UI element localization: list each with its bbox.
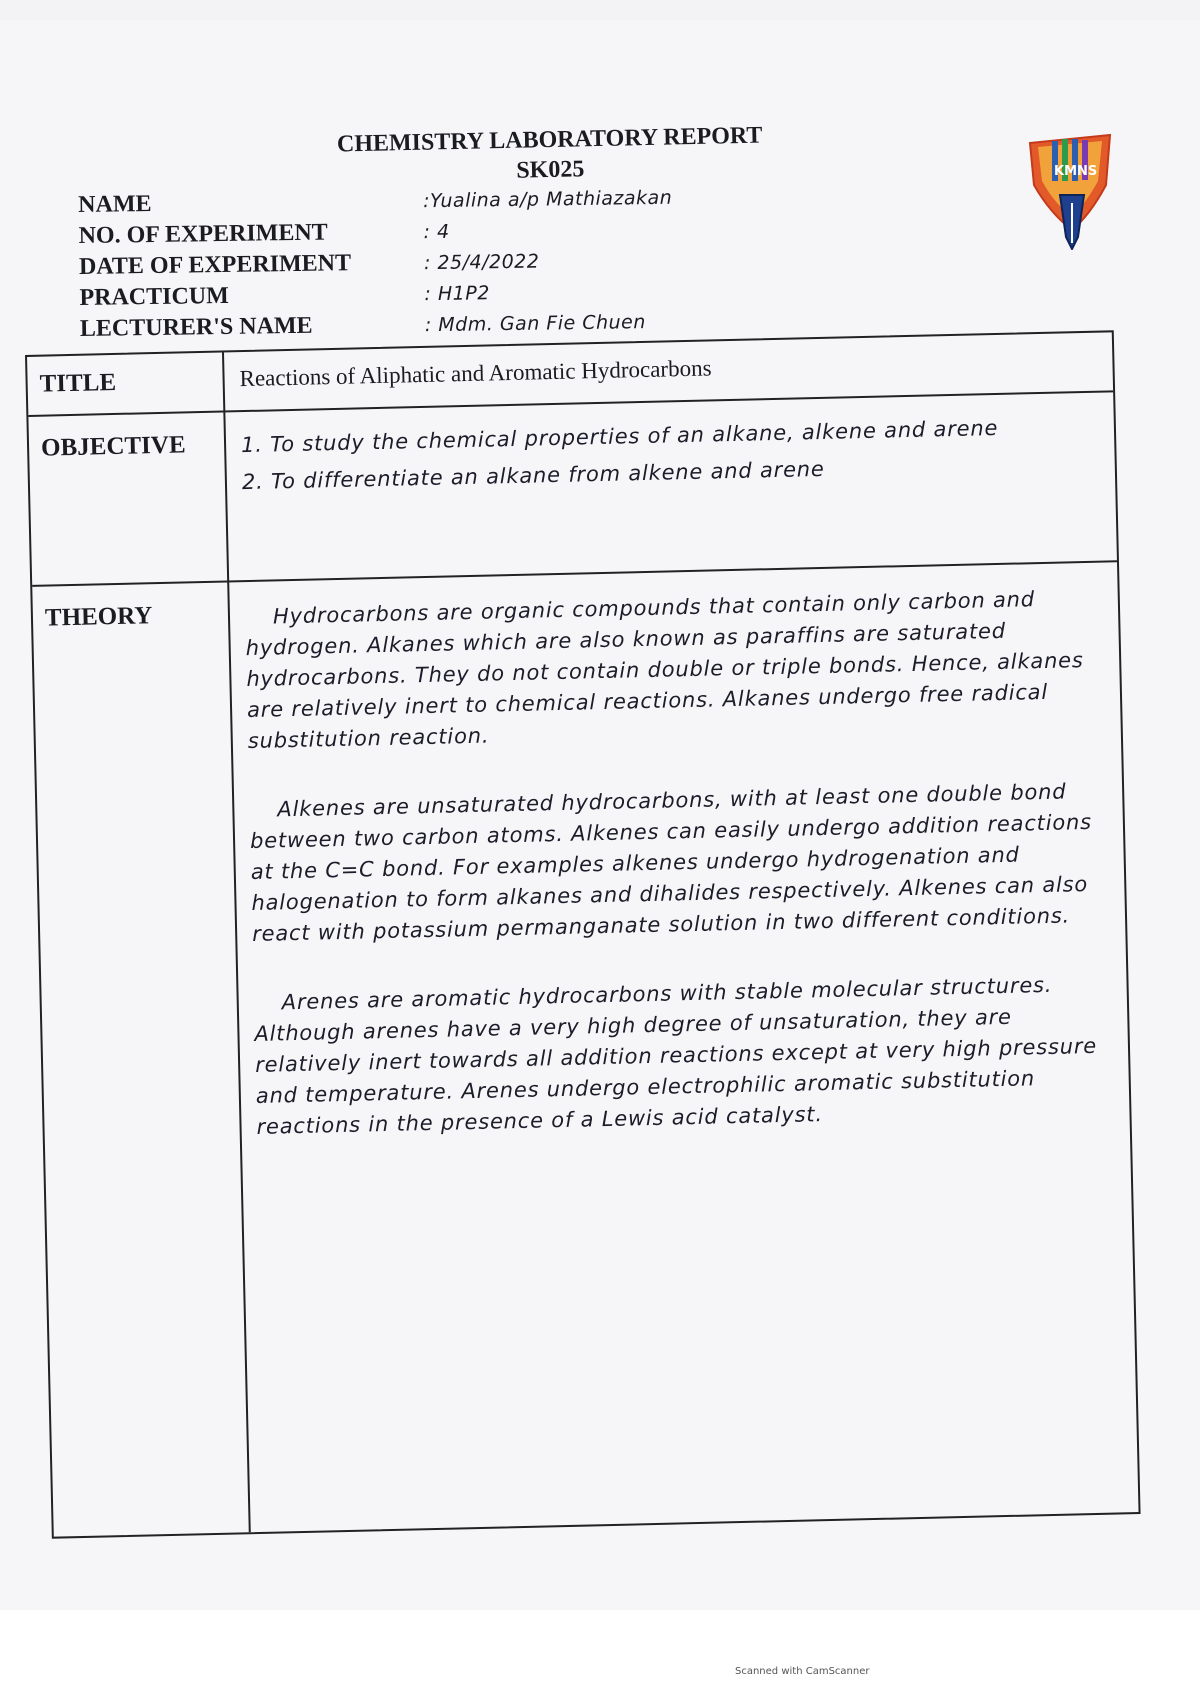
scan-margin: [0, 1610, 1200, 1698]
report-table: [25, 330, 1141, 1538]
objective-item: 1. To study the chemical properties of an alkane, alkene and arene: [240, 415, 999, 458]
row-divider: [28, 390, 1113, 417]
theory-body: [245, 583, 1111, 1181]
title-value: Reactions of Aliphatic and Aromatic Hydrocarbons: [239, 355, 712, 392]
objective-list: [241, 411, 1095, 504]
column-divider: [222, 352, 251, 1532]
theory-label: THEORY: [44, 602, 153, 632]
date-value: : 25/4/2022: [423, 250, 540, 275]
date-label: DATE OF EXPERIMENT: [78, 250, 352, 280]
objective-label: OBJECTIVE: [40, 431, 186, 462]
svg-text:KMNS: KMNS: [1054, 164, 1098, 179]
report-title: CHEMISTRY LABORATORY REPORT: [336, 122, 763, 158]
theory-paragraph: Alkenes are unsaturated hydrocarbons, with at least one double bond between two carbon atoms. Alkenes can easily undergo addition reactions at the C=C bond. For examples alkenes undergo hydrogenation and halogenation to form alkanes and dihalides respectively. Alkenes can also react with potassium permanganate solution in two different conditions.: [249, 779, 1093, 946]
experiment-label: NO. OF EXPERIMENT: [78, 219, 328, 249]
scanner-watermark: Scanned with CamScanner: [735, 1666, 870, 1677]
title-label: TITLE: [39, 368, 117, 398]
objective-item: 2. To differentiate an alkane from alkene and arene: [241, 456, 825, 495]
experiment-value: : 4: [423, 220, 450, 244]
student-info: [78, 184, 674, 347]
row-divider: [32, 560, 1117, 587]
name-value: :Yualina a/p Mathiazakan: [423, 186, 673, 213]
practicum-value: : H1P2: [424, 282, 490, 306]
lecturer-label: LECTURER'S NAME: [79, 312, 313, 342]
theory-paragraph: Arenes are aromatic hydrocarbons with stable molecular structures. Although arenes have a very high degree of unsaturation, they are relatively inert towards all addition reactions except at very high pressure and temperature. Arenes undergo electrophilic aromatic substitution reactions in the presence of a Lewis acid catalyst.: [254, 972, 1098, 1139]
kmns-logo-icon: [1020, 125, 1120, 250]
practicum-label: PRACTICUM: [79, 282, 229, 311]
name-label: NAME: [78, 190, 152, 218]
lecturer-value: : Mdm. Gan Fie Chuen: [424, 311, 646, 337]
theory-paragraph: Hydrocarbons are organic compounds that contain only carbon and hydrogen. Alkanes which are also known as paraffins are saturated hydrocarbons. They do not contain double or triple bonds. Hence, alkanes are relatively inert to chemical reactions. Alkanes undergo free radical substitution reaction.: [245, 587, 1084, 754]
report-header: [299, 120, 800, 190]
course-code: SK025: [516, 156, 585, 184]
